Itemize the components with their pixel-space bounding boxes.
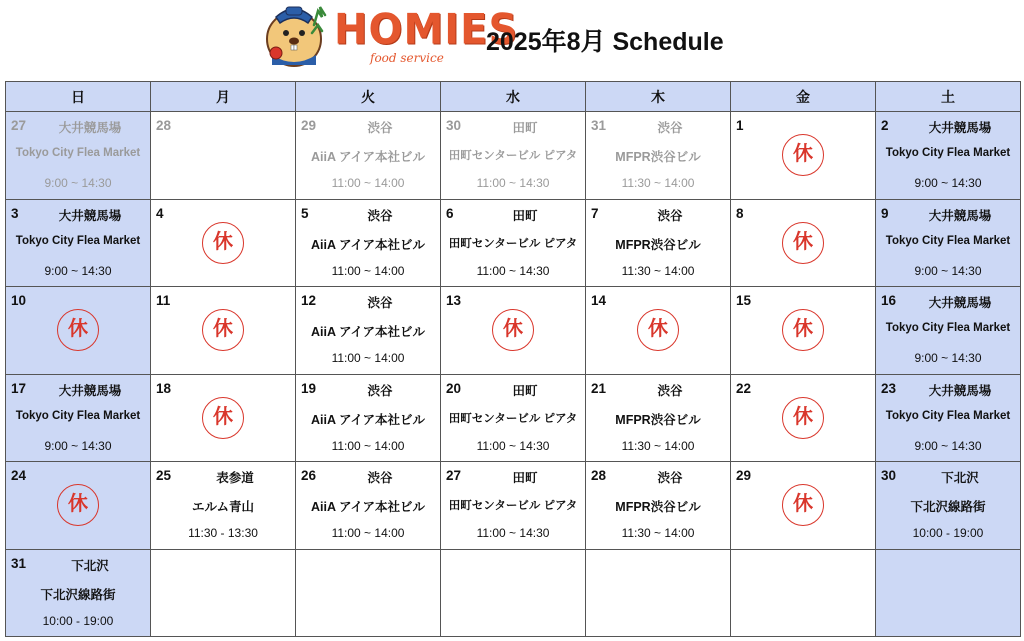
event-venue: AiiA アイア本社ビル: [310, 500, 425, 514]
event-time: 11:30 ~ 14:00: [621, 526, 695, 540]
calendar-day-cell: [6, 287, 151, 375]
event-venue: AiiA アイア本社ビル: [310, 412, 425, 427]
event-time: 9:00 ~ 14:30: [44, 438, 112, 453]
event-venue: MFPR渋谷ビル: [615, 237, 701, 252]
day-number: 27: [11, 118, 27, 133]
event-location: 渋谷: [367, 208, 393, 223]
holiday-mark: 休: [202, 309, 244, 351]
event-time: 10:00 - 19:00: [42, 613, 114, 628]
event-location: 渋谷: [657, 383, 683, 398]
event-time: 11:00 ~ 14:00: [331, 438, 405, 453]
holiday-mark: 休: [782, 134, 824, 176]
calendar-day-cell: [441, 462, 586, 550]
event-time: 11:30 - 13:30: [188, 526, 258, 540]
event-time: 11:00 ~ 14:00: [331, 526, 405, 540]
event-venue: Tokyo City Flea Market: [885, 409, 1011, 422]
day-number: 23: [881, 380, 897, 396]
day-number: 12: [301, 293, 317, 308]
day-number: 11: [156, 293, 171, 308]
event-location: 下北沢: [941, 471, 979, 485]
event-venue: MFPR渋谷ビル: [615, 150, 701, 164]
event-venue: Tokyo City Flea Market: [885, 322, 1011, 334]
event-location: 大井競馬場: [58, 208, 122, 223]
event-location: 渋谷: [367, 471, 393, 485]
event-venue: AiiA アイア本社ビル: [310, 325, 425, 339]
holiday-mark: 休: [782, 222, 824, 264]
event-venue: 田町センタービル ピアタ: [448, 150, 578, 162]
day-number: 6: [446, 205, 454, 221]
holiday-mark: 休: [782, 484, 824, 526]
event-location: 表参道: [216, 471, 254, 485]
event-time: 9:00 ~ 14:30: [914, 351, 982, 365]
calendar-empty-cell: [296, 549, 441, 637]
calendar-day-cell: [586, 462, 731, 550]
calendar-week-row: [6, 287, 1021, 375]
day-number: 5: [301, 205, 309, 221]
event-venue: Tokyo City Flea Market: [885, 234, 1011, 247]
calendar-day-cell: [6, 199, 151, 287]
day-number: 9: [881, 205, 889, 221]
calendar-week-row: [6, 112, 1021, 200]
calendar-day-cell: [876, 199, 1021, 287]
event-location: 大井競馬場: [928, 121, 992, 135]
event-time: 9:00 ~ 14:30: [44, 176, 112, 190]
event-venue: 田町センタービル ピアタ: [448, 412, 578, 425]
event-location: 下北沢: [71, 558, 109, 573]
day-number: 22: [736, 380, 752, 396]
day-number: 17: [11, 380, 27, 396]
day-number: 2: [881, 118, 889, 133]
day-number: 16: [881, 293, 897, 308]
weekday-header: 水: [441, 82, 586, 112]
event-time: 11:00 ~ 14:30: [476, 263, 550, 278]
event-location: 田町: [512, 383, 538, 398]
calendar-day-cell: [296, 199, 441, 287]
day-number: 10: [11, 293, 27, 308]
calendar-day-cell: [876, 462, 1021, 550]
event-time: 11:00 ~ 14:30: [476, 526, 550, 540]
event-time: 11:00 ~ 14:30: [476, 176, 550, 190]
event-location: 田町: [512, 471, 538, 485]
page-header: [0, 0, 1024, 80]
day-number: 15: [736, 293, 752, 308]
weekday-header: 月: [151, 82, 296, 112]
calendar-day-cell: [151, 112, 296, 200]
calendar-day-cell: [731, 199, 876, 287]
event-venue: 下北沢線路街: [40, 587, 116, 602]
day-number: 28: [156, 118, 172, 133]
calendar-day-cell: [876, 287, 1021, 375]
day-number: 26: [301, 468, 317, 483]
event-location: 田町: [512, 208, 538, 223]
event-venue: Tokyo City Flea Market: [885, 147, 1011, 159]
calendar-day-cell: [441, 199, 586, 287]
event-venue: Tokyo City Flea Market: [15, 409, 141, 422]
day-number: 20: [446, 380, 462, 396]
calendar-day-cell: [731, 374, 876, 462]
calendar-empty-cell: [731, 549, 876, 637]
event-location: 大井競馬場: [58, 383, 122, 398]
holiday-mark: 休: [57, 484, 99, 526]
day-number: 27: [446, 468, 462, 483]
calendar-day-cell: [6, 112, 151, 200]
calendar-day-cell: [731, 112, 876, 200]
calendar-day-cell: [586, 199, 731, 287]
event-venue: 下北沢線路街: [910, 500, 986, 514]
event-time: 11:00 ~ 14:00: [331, 263, 405, 278]
day-number: 24: [11, 468, 27, 483]
calendar-day-cell: [586, 374, 731, 462]
calendar-day-cell: [441, 374, 586, 462]
weekday-header-row: [6, 82, 1021, 112]
holiday-mark: 休: [782, 309, 824, 351]
day-number: 1: [736, 118, 744, 133]
day-number: 4: [156, 205, 164, 221]
day-number: 14: [591, 293, 607, 308]
event-location: 渋谷: [367, 383, 393, 398]
event-venue: AiiA アイア本社ビル: [310, 237, 425, 252]
event-time: 11:30 ~ 14:00: [621, 438, 695, 453]
calendar-day-cell: [151, 374, 296, 462]
logo-tagline: food service: [370, 51, 444, 65]
day-number: 31: [11, 555, 27, 571]
page-title: 2025年8月 Schedule: [486, 28, 724, 56]
event-location: 大井競馬場: [928, 383, 992, 398]
event-time: 11:30 ~ 14:00: [621, 176, 695, 190]
logo-wordmark: HOMIES: [334, 5, 519, 55]
calendar-week-row: [6, 374, 1021, 462]
day-number: 29: [736, 468, 752, 483]
event-location: 渋谷: [657, 471, 683, 485]
calendar-day-cell: [731, 287, 876, 375]
calendar-day-cell: [586, 112, 731, 200]
holiday-mark: 休: [202, 222, 244, 264]
schedule-calendar: [5, 81, 1021, 637]
calendar-day-cell: [876, 112, 1021, 200]
calendar-day-cell: [441, 287, 586, 375]
event-venue: MFPR渋谷ビル: [615, 500, 701, 514]
day-number: 30: [881, 468, 897, 483]
calendar-body: [6, 112, 1021, 637]
weekday-header: 木: [586, 82, 731, 112]
calendar-week-row: [6, 462, 1021, 550]
event-time: 11:00 ~ 14:00: [331, 176, 405, 190]
event-location: 田町: [512, 121, 538, 135]
calendar-empty-cell: [586, 549, 731, 637]
calendar-day-cell: [876, 374, 1021, 462]
weekday-header: 日: [6, 82, 151, 112]
holiday-mark: 休: [492, 309, 534, 351]
calendar-day-cell: [151, 287, 296, 375]
event-venue: 田町センタービル ピアタ: [448, 500, 578, 512]
calendar-day-cell: [296, 462, 441, 550]
day-number: 28: [591, 468, 607, 483]
day-number: 25: [156, 468, 172, 483]
day-number: 3: [11, 205, 19, 221]
event-location: 渋谷: [367, 121, 393, 135]
calendar-day-cell: [151, 199, 296, 287]
event-venue: エルム青山: [191, 500, 254, 514]
day-number: 8: [736, 205, 744, 221]
beaver-mascot-icon: [262, 3, 328, 69]
event-time: 9:00 ~ 14:30: [914, 438, 982, 453]
holiday-mark: 休: [637, 309, 679, 351]
calendar-empty-cell: [876, 549, 1021, 637]
event-location: 渋谷: [657, 121, 683, 135]
event-venue: Tokyo City Flea Market: [15, 234, 141, 247]
calendar-day-cell: [6, 549, 151, 637]
holiday-mark: 休: [202, 397, 244, 439]
event-venue: MFPR渋谷ビル: [615, 412, 701, 427]
event-venue: Tokyo City Flea Market: [15, 147, 141, 159]
calendar-day-cell: [441, 112, 586, 200]
calendar-day-cell: [151, 462, 296, 550]
event-location: 渋谷: [657, 208, 683, 223]
event-venue: 田町センタービル ピアタ: [448, 237, 578, 250]
weekday-header: 火: [296, 82, 441, 112]
calendar-day-cell: [296, 112, 441, 200]
homies-logo: [262, 3, 519, 69]
calendar-day-cell: [6, 462, 151, 550]
calendar-week-row: [6, 199, 1021, 287]
calendar-day-cell: [731, 462, 876, 550]
event-time: 9:00 ~ 14:30: [914, 176, 982, 190]
day-number: 31: [591, 118, 607, 133]
event-location: 大井競馬場: [928, 208, 992, 223]
calendar-empty-cell: [441, 549, 586, 637]
day-number: 30: [446, 118, 462, 133]
event-time: 9:00 ~ 14:30: [44, 263, 112, 278]
event-time: 10:00 - 19:00: [912, 526, 984, 540]
calendar-empty-cell: [151, 549, 296, 637]
event-time: 11:30 ~ 14:00: [621, 263, 695, 278]
event-time: 11:00 ~ 14:30: [476, 438, 550, 453]
weekday-header: 土: [876, 82, 1021, 112]
event-location: 渋谷: [367, 296, 393, 310]
event-location: 大井競馬場: [58, 121, 122, 135]
event-time: 9:00 ~ 14:30: [914, 263, 982, 278]
event-venue: AiiA アイア本社ビル: [310, 150, 425, 164]
holiday-mark: 休: [782, 397, 824, 439]
calendar-day-cell: [6, 374, 151, 462]
weekday-header: 金: [731, 82, 876, 112]
day-number: 19: [301, 380, 317, 396]
holiday-mark: 休: [57, 309, 99, 351]
calendar-day-cell: [586, 287, 731, 375]
calendar-week-row: [6, 549, 1021, 637]
calendar-day-cell: [296, 374, 441, 462]
day-number: 18: [156, 380, 172, 396]
day-number: 21: [591, 380, 607, 396]
event-time: 11:00 ~ 14:00: [331, 351, 405, 365]
day-number: 29: [301, 118, 317, 133]
day-number: 13: [446, 293, 462, 308]
event-location: 大井競馬場: [928, 296, 992, 310]
calendar-day-cell: [296, 287, 441, 375]
day-number: 7: [591, 205, 599, 221]
